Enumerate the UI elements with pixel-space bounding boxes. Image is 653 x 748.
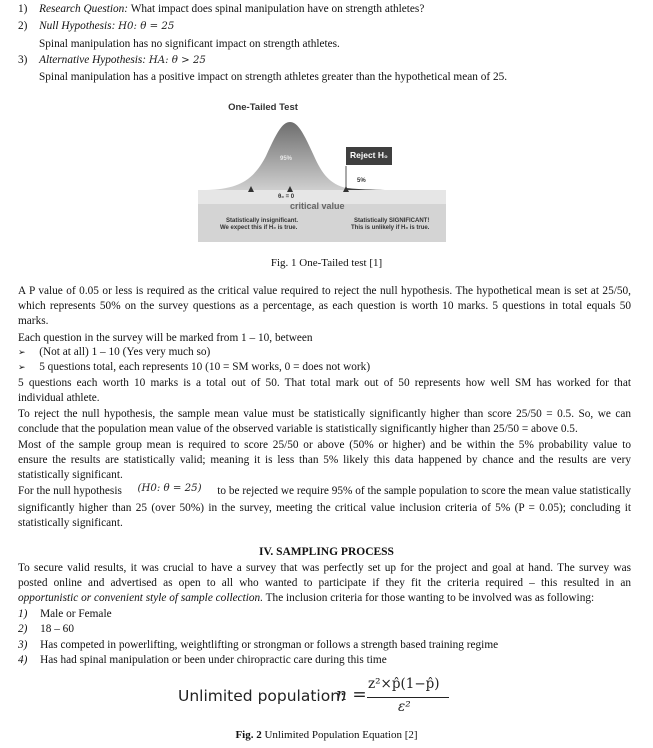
item-number: 4) [18, 654, 28, 666]
left-caption-line1: Statistically insignificant. [226, 218, 299, 224]
para5-line3: statistically significant. [18, 469, 123, 481]
bullet-2 [18, 360, 370, 377]
reject-label: Reject H₀ [346, 147, 392, 165]
item-text: What impact does spinal manipulation have on strength athletes? [130, 3, 425, 15]
caption-bold: Fig. 2 [235, 729, 262, 741]
para6-pre: For the null hypothesis [18, 485, 122, 497]
para6-line2: significantly higher than 25 (over 50%) in the survey, meeting the critical value inclusion criteria of 5% (P = 0.05); concluding it [18, 502, 631, 514]
section-para-line1: To secure valid results, it was crucial to have a survey that was perfectly set up for the project and goal at hand. The survey was [18, 562, 631, 574]
para2: Each question in the survey will be marked from 1 – 10, between [18, 332, 313, 344]
section-para-line3 [18, 591, 631, 607]
hypothesis-1 [18, 2, 638, 18]
right-caption-line1: Statistically SIGNIFICANT! [354, 218, 430, 224]
section-para-line2: posted online and advertised as open to all who wanted to participate if they fit the criteria required – this resulted in an [18, 577, 631, 589]
equation-label: Unlimited population: [178, 687, 346, 705]
criteria-item-4 [18, 653, 387, 669]
fraction-bar [367, 697, 449, 698]
item-label: Research Question: [39, 3, 129, 15]
right-caption-line2: This is unlikely if H₀ is true. [351, 225, 430, 231]
criteria-item-3 [18, 638, 498, 654]
item-number: 1) [18, 608, 28, 620]
section-heading: IV. SAMPLING PROCESS [259, 546, 394, 558]
para5-line2: ensure the results are statistically valid; meaning it is less than 5% likely this data happened by chance and the results are very [18, 454, 631, 466]
para3-line2: individual athlete. [18, 392, 100, 404]
equation-denominator: ε² [398, 699, 411, 715]
figure1-caption: Fig. 1 One-Tailed test [1] [270, 257, 383, 269]
item-number: 3) [18, 54, 28, 66]
item-number: 3) [18, 639, 28, 651]
theta-label: θ₀ = 0 [278, 194, 295, 200]
para6-math: (H0: θ = 25) [137, 483, 202, 494]
para4-line2: conclude that the population mean value of the observed variable is statistically significantly higher than 25/50 = above 0.5. [18, 423, 578, 435]
line-rest: The inclusion criteria for those wanting to be involved was as following: [263, 592, 595, 604]
caption-rest: Unlimited Population Equation [2] [261, 729, 418, 741]
item-text: Has had spinal manipulation or been under chiropractic care during this time [40, 654, 387, 666]
rejection-region [346, 188, 398, 190]
alt-hypothesis-math: HA: θ > 25 [148, 55, 206, 66]
para6-line3: statistically significant. [18, 517, 123, 529]
criteria-item-1 [18, 607, 112, 623]
tail-percent: 5% [357, 178, 366, 184]
null-hypothesis-math: H0: θ = 25 [118, 21, 175, 32]
hypothesis-3 [18, 53, 206, 69]
criteria-item-2 [18, 622, 74, 638]
hypothesis-3-detail: Spinal manipulation has a positive impact on strength athletes greater than the hypothetical mean of 25. [39, 71, 508, 83]
hypothesis-2-detail: Spinal manipulation has no significant impact on strength athletes. [39, 38, 340, 50]
hypothesis-2 [18, 19, 174, 35]
item-number: 2) [18, 20, 28, 32]
para1-line3: marks. [18, 315, 49, 327]
para5-line1: Most of the sample group mean is required to score 25/50 or above (50% or higher) and be within the 5% probability value to [18, 439, 631, 451]
item-number: 1) [18, 3, 28, 15]
para6-post: to be rejected we require 95% of the sample population to score the mean value statistically [217, 485, 631, 497]
left-caption-line2: We expect this if H₀ is true. [220, 225, 298, 231]
arrow-bullet-icon: ➢ [18, 363, 26, 373]
figure-one-tailed-test [198, 96, 446, 242]
para1-line2: which represents 50% on the survey questions as a percentage, as each question is worth 10 marks. 5 questions in total equals 50 [18, 300, 631, 312]
item-text: Has competed in powerlifting, weightlifting or strongman or follows a strength based training regime [40, 639, 499, 651]
arrow-bullet-icon: ➢ [18, 348, 26, 358]
para1-line1: A P value of 0.05 or less is required as the critical value required to reject the null hypothesis. The hypothetical mean is set at 25/50, [18, 285, 631, 297]
equation-lhs: n = [336, 685, 367, 705]
item-text: 18 – 60 [40, 623, 74, 635]
bullet-text: (Not at all) 1 – 10 (Yes very much so) [39, 346, 211, 358]
equation-numerator: z²×p̂(1−p̂) [368, 676, 440, 692]
item-label: Null Hypothesis: [39, 20, 116, 32]
bullet-text: 5 questions total, each represents 10 (10 = SM works, 0 = does not work) [39, 361, 371, 373]
para4-line1: To reject the null hypothesis, the sample mean value must be statistically significantly higher than score 25/50 = 0.5. So, we can [18, 408, 631, 420]
item-number: 2) [18, 623, 28, 635]
center-percent: 95% [280, 156, 293, 162]
item-text: Male or Female [40, 608, 112, 620]
italic-phrase: opportunistic or convenient style of sample collection. [18, 592, 264, 604]
para3-line1: 5 questions each worth 10 marks is a total out of 50. That total mark out of 50 represents how well SM has worked for that [18, 377, 631, 389]
figure2-caption [0, 728, 653, 744]
item-label: Alternative Hypothesis: [39, 54, 147, 66]
acceptance-region [206, 122, 346, 190]
figure-title: One-Tailed Test [228, 102, 298, 113]
para6-line1 [18, 484, 631, 500]
critical-value-label: critical value [290, 201, 345, 211]
